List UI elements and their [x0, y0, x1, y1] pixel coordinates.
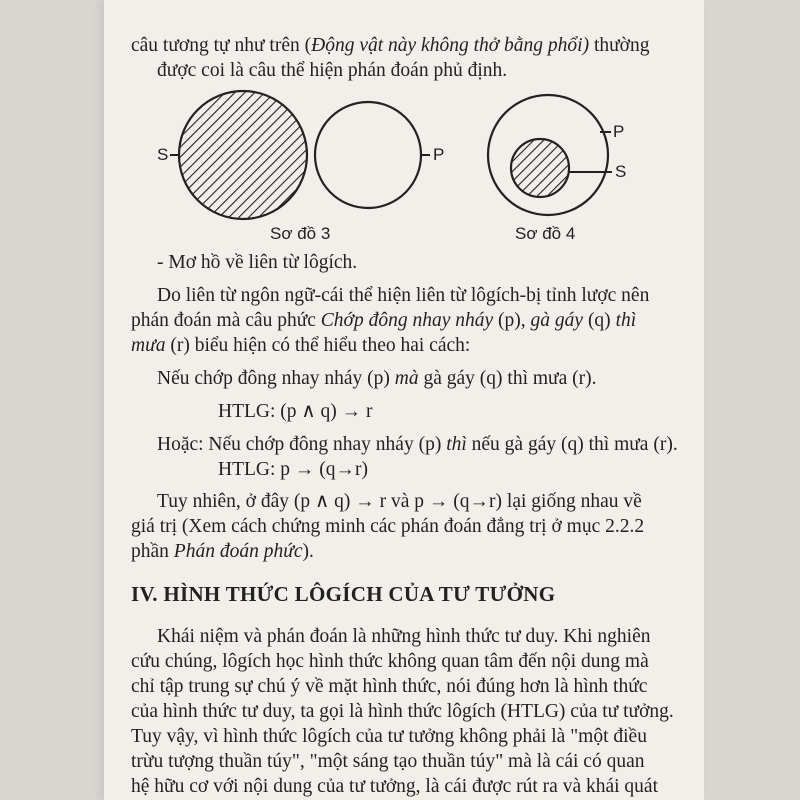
case-2: Hoặc: Nếu chớp đông nhay nháy (p) thì nếu gà gáy (q) thì mưa (r).	[157, 434, 678, 455]
paragraph-line: của hình thức tư duy, ta gọi là hình thức lôgích (HTLG) của tư tưởng.	[131, 701, 674, 722]
diagram3-caption: Sơ đồ 3	[270, 224, 331, 243]
case-1: Nếu chớp đông nhay nháy (p) mà gà gáy (q) thì mưa (r).	[157, 368, 597, 389]
bullet-ambiguity: - Mơ hồ về liên từ lôgích.	[157, 252, 358, 273]
diagram3-circle-s	[179, 91, 307, 219]
paragraph-line: trừu tượng thuần túy", "một sáng tạo thuần túy" mà là cái có quan	[131, 751, 645, 772]
top-paragraph-line-1: câu tương tự như trên (Động vật này không thở bằng phổi) thường	[131, 35, 650, 56]
paragraph-line: Khái niệm và phán đoán là những hình thức tư duy. Khi nghiên	[157, 626, 651, 647]
formula-1: HTLG: (p ∧ q) → r	[218, 401, 373, 422]
diagram4-circle-s	[511, 139, 569, 197]
formula-2: HTLG: p → (q→r)	[218, 459, 369, 480]
paragraph-line: phán đoán mà câu phức Chớp đông nhay nháy (p), gà gáy (q) thì	[131, 310, 637, 331]
diagram4-label-p: P	[613, 122, 625, 141]
diagram4-label-s: S	[615, 162, 627, 181]
paragraph-line: Tuy vậy, vì hình thức lôgích của tư tưởng không phải là "một điều	[131, 726, 647, 747]
paragraph-line: giá trị (Xem cách chứng minh các phán đoán đẳng trị ở mục 2.2.2	[131, 516, 645, 537]
paragraph-line: mưa (r) biểu hiện có thể hiểu theo hai cách:	[131, 335, 471, 356]
diagram4-caption: Sơ đồ 4	[515, 224, 576, 243]
section-heading: IV. HÌNH THỨC LÔGÍCH CỦA TƯ TƯỞNG	[131, 582, 556, 606]
paragraph-line: phần Phán đoán phức).	[131, 541, 314, 562]
top-paragraph-line-2: được coi là câu thể hiện phán đoán phủ định.	[157, 60, 508, 81]
paragraph-line: chỉ tập trung sự chú ý về mặt hình thức, nói đúng hơn là hình thức	[131, 676, 648, 697]
paragraph-line: hệ hữu cơ với nội dung của tư tưởng, là cái được rút ra và khái quát	[131, 776, 659, 797]
paragraph-line: Tuy nhiên, ở đây (p ∧ q) → r và p → (q→r) lại giống nhau về	[157, 491, 642, 512]
diagram3-label-s: S	[157, 145, 169, 164]
paragraph-line: cứu chúng, lôgích học hình thức không quan tâm đến nội dung mà	[131, 651, 649, 672]
diagram3-label-p: P	[433, 145, 445, 164]
paragraph-line: Do liên từ ngôn ngữ-cái thể hiện liên từ lôgích-bị tỉnh lược nên	[157, 285, 650, 306]
diagram3-circle-p	[315, 102, 421, 208]
